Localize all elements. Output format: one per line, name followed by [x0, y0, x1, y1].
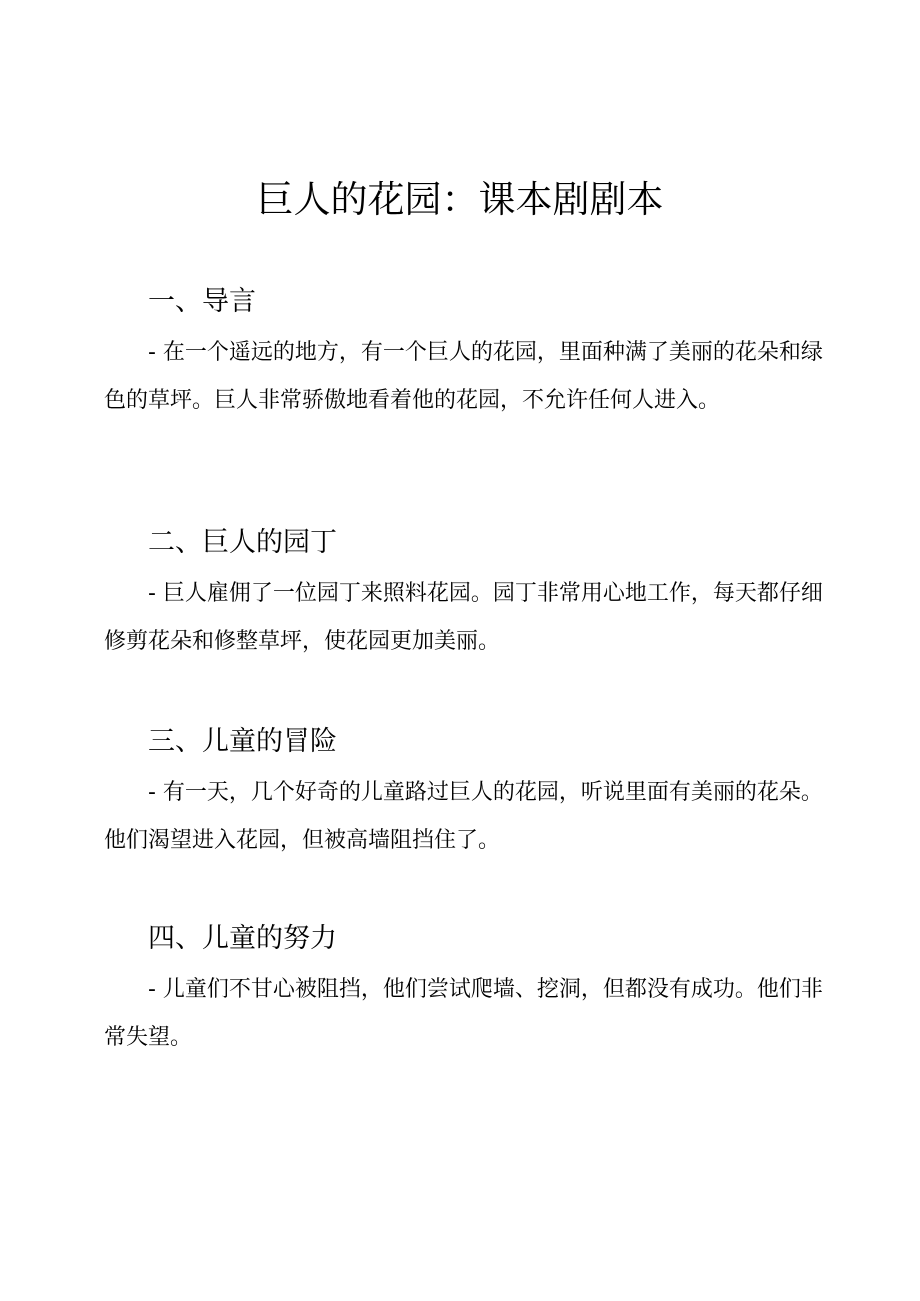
section-gardener: [104, 524, 824, 665]
section-children-effort: [104, 920, 824, 1061]
section-paragraph: - 在一个遥远的地方，有一个巨人的花园，里面种满了美丽的花朵和绿色的草坪。巨人非常骄傲地看着他的花园，不允许任何人进入。: [104, 340, 823, 413]
section-heading: 一、导言: [148, 286, 256, 317]
section-introduction: [104, 283, 824, 424]
section-paragraph: - 儿童们不甘心被阻挡，他们尝试爬墙、挖洞，但都没有成功。他们非常失望。: [104, 977, 823, 1050]
document-title: 巨人的花园：课本剧剧本: [256, 178, 664, 221]
section-heading: 三、儿童的冒险: [148, 726, 337, 757]
section-heading: 二、巨人的园丁: [148, 527, 337, 558]
section-paragraph: - 有一天，几个好奇的儿童路过巨人的花园，听说里面有美丽的花朵。他们渴望进入花园，但被高墙阻挡住了。: [104, 780, 823, 853]
section-paragraph: - 巨人雇佣了一位园丁来照料花园。园丁非常用心地工作，每天都仔细修剪花朵和修整草坪，使花园更加美丽。: [104, 581, 823, 654]
section-heading: 四、儿童的努力: [148, 923, 337, 954]
section-children-adventure: [104, 723, 824, 864]
